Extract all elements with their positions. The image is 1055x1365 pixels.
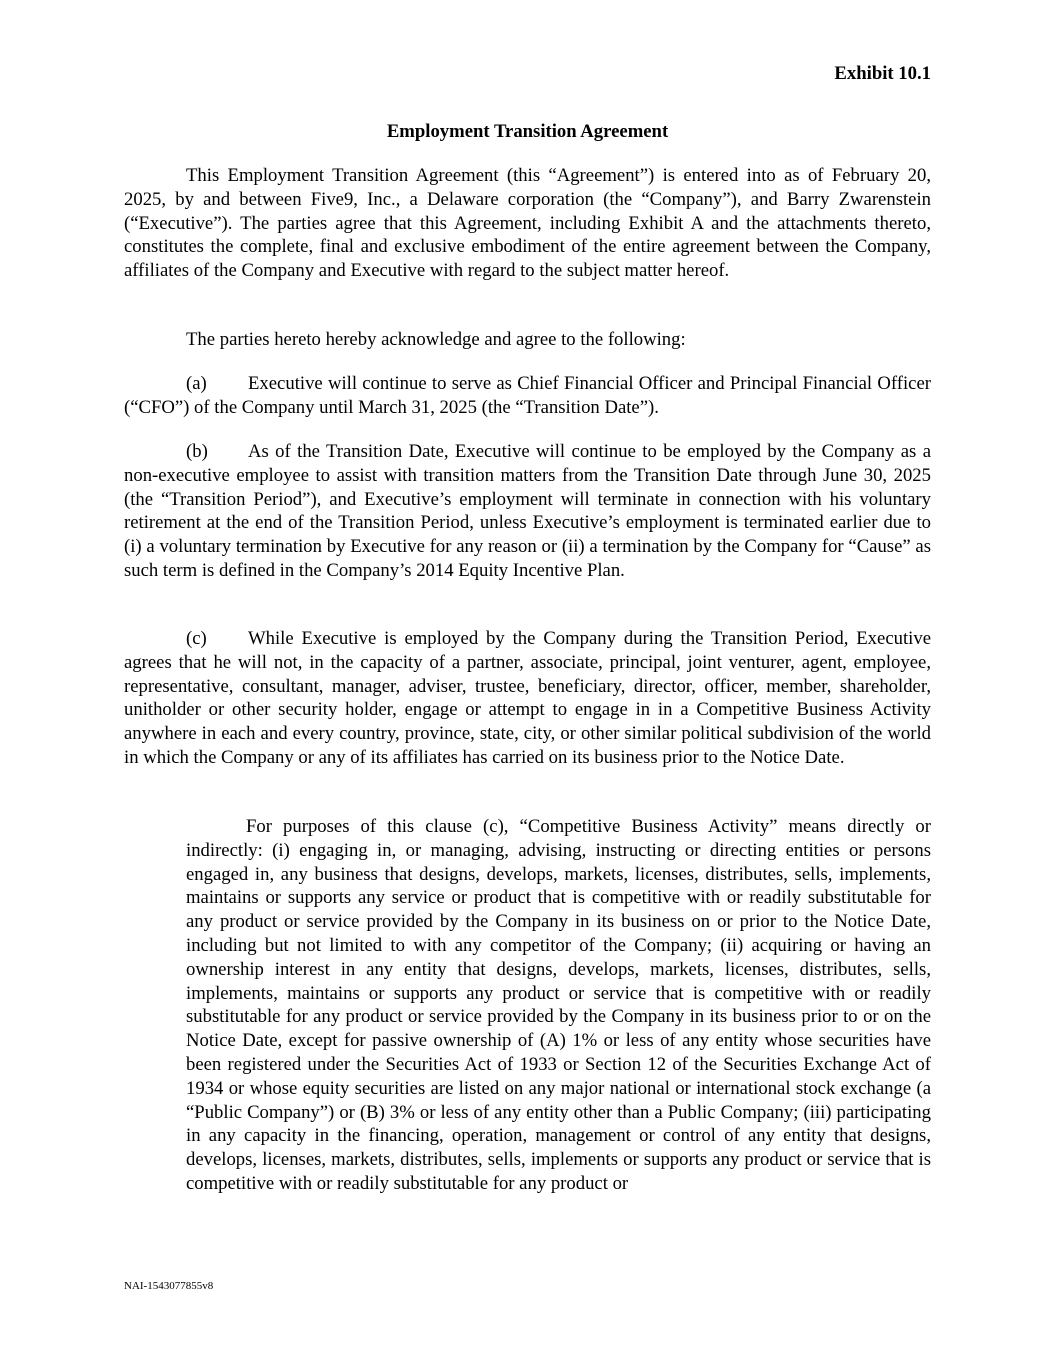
clause-b-label: (b) <box>186 441 208 462</box>
definition-paragraph: For purposes of this clause (c), “Competitive Business Activity” means directly or indirectly: (i) engaging in, or managing, advising, instructing or directing entities or persons engaged in, any business that designs, develops, markets, licenses, distributes, sells, implements, maintains or supports any service or product that is competitive with or readily substitutable for any product or service provided by the Company in its business on or prior to the Notice Date, including but not limited to with any competitor of the Company; (ii) acquiring or having an ownership interest in any entity that designs, develops, markets, licenses, distributes, sells, implements, maintains or supports any product or service that is competitive with or readily substitutable for any product or service provided by the Company in its business prior to or on the Notice Date, except for passive ownership of (A) 1% or less of any entity whose securities have been registered under the Securities Act of 1933 or Section 12 of the Securities Exchange Act of 1934 or whose equity securities are listed on any major national or international stock exchange (a “Public Company”) or (B) 3% or less of any entity other than a Public Company; (iii) participating in any capacity in the financing, operation, management or control of any entity that designs, develops, licenses, markets, distributes, sells, implements or supports any product or service that is competitive with or readily substitutable for any product or <box>186 816 931 1194</box>
acknowledge-paragraph: The parties hereto hereby acknowledge and agree to the following: <box>186 329 686 350</box>
clause-c <box>124 627 931 770</box>
clause-a-label: (a) <box>186 373 207 394</box>
clause-a-text: Executive will continue to serve as Chief Financial Officer and Principal Financial Officer (“CFO”) of the Company until March 31, 2025 (the “Transition Date”). <box>124 373 931 418</box>
clause-a <box>124 372 931 420</box>
exhibit-label: Exhibit 10.1 <box>834 63 931 84</box>
clause-c-label: (c) <box>186 628 207 649</box>
clause-c-text: While Executive is employed by the Company during the Transition Period, Executive agrees that he will not, in the capacity of a partner, associate, principal, joint venturer, agent, employee, representative, consultant, manager, adviser, trustee, beneficiary, director, officer, member, shareholder, unitholder or other security holder, engage or attempt to engage in in a Competitive Business Activity anywhere in each and every country, province, state, city, or other similar political subdivision of the world in which the Company or any of its affiliates has carried on its business prior to the Notice Date. <box>124 628 931 768</box>
document-id: NAI-1543077855v8 <box>124 1280 214 1292</box>
document-page <box>124 0 931 1365</box>
clause-b-text: As of the Transition Date, Executive will continue to be employed by the Company as a non-executive employee to assist with transition matters from the Transition Date through June 30, 2025 (the “Transition Period”), and Executive’s employment will terminate in connection with his voluntary retirement at the end of the Transition Period, unless Executive’s employment is terminated earlier due to (i) a voluntary termination by Executive for any reason or (ii) a termination by the Company for “Cause” as such term is defined in the Company’s 2014 Equity Incentive Plan. <box>124 441 931 581</box>
clause-b <box>124 440 931 583</box>
document-title: Employment Transition Agreement <box>386 121 669 142</box>
intro-paragraph: This Employment Transition Agreement (this “Agreement”) is entered into as of February 20, 2025, by and between Five9, Inc., a Delaware corporation (the “Company”), and Barry Zwarenstein (“Executive”). The parties agree that this Agreement, including Exhibit A and the attachments thereto, constitutes the complete, final and exclusive embodiment of the entire agreement between the Company, affiliates of the Company and Executive with regard to the subject matter hereof. <box>124 165 931 282</box>
